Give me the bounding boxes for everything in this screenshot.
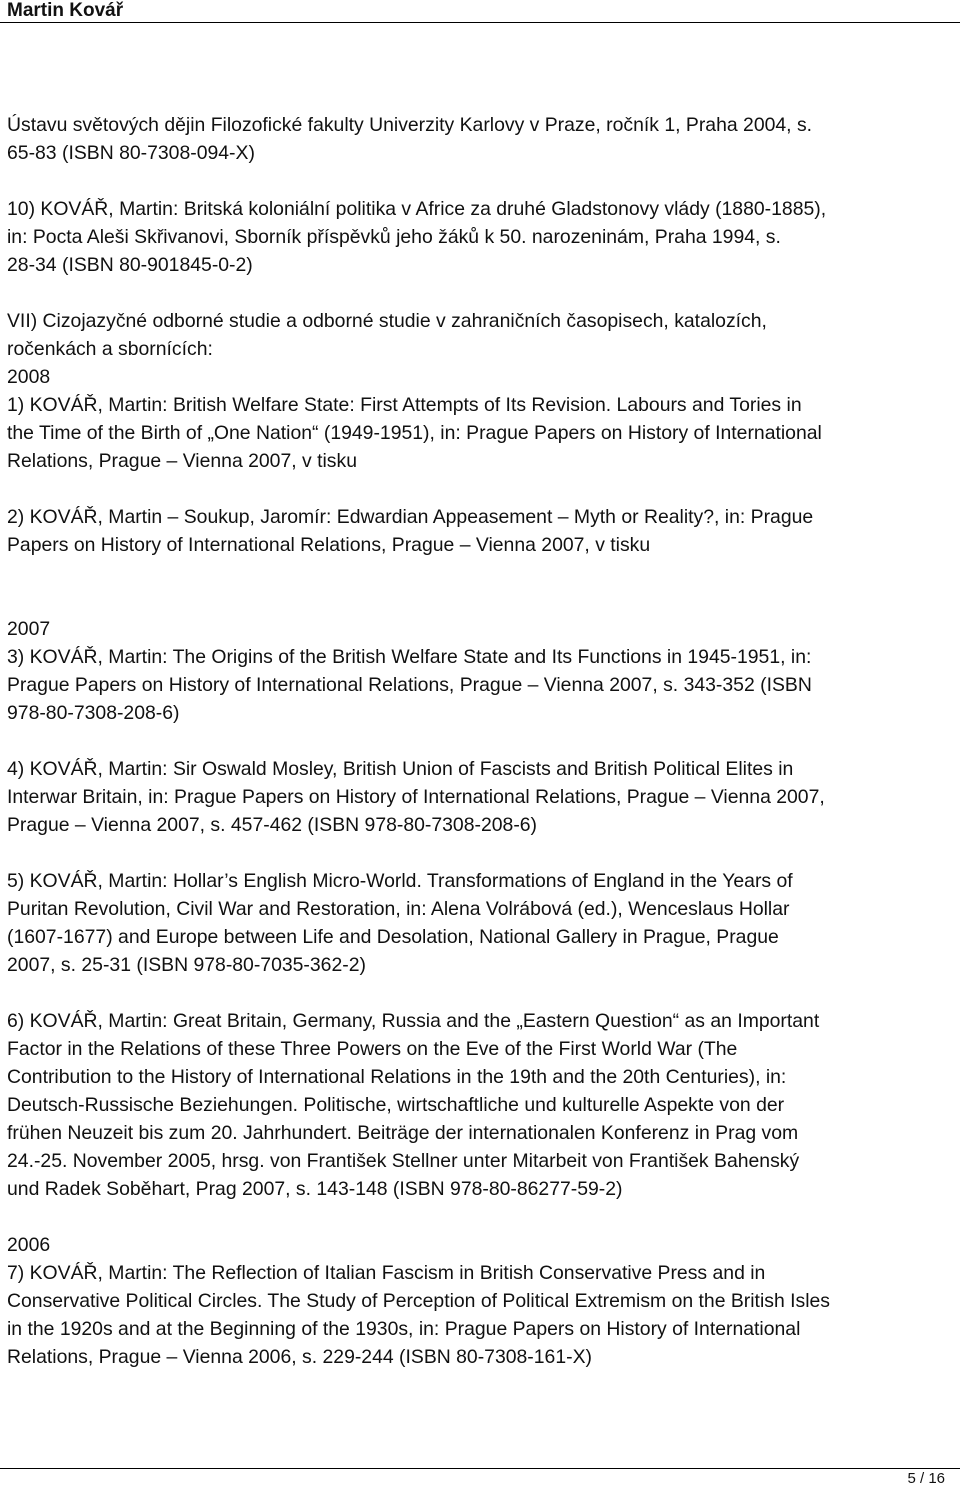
text-line: VII) Cizojazyčné odborné studie a odborné studie v zahraničních časopisech, katalozích, [7,310,767,332]
text-line: Conservative Political Circles. The Study of Perception of Political Extremism on the British Isles [7,1290,830,1312]
text-line: 2007, s. 25-31 (ISBN 978-80-7035-362-2) [7,954,366,976]
text-line: Factor in the Relations of these Three Powers on the Eve of the First World War (The [7,1038,738,1060]
blank-line [7,839,957,867]
document-body [7,111,957,1371]
text-line: Relations, Prague – Vienna 2006, s. 229-244 (ISBN 80-7308-161-X) [7,1346,592,1368]
text-line: 2008 [7,366,51,388]
text-line: Deutsch-Russische Beziehungen. Politische, wirtschaftliche und kulturelle Aspekte von der [7,1094,785,1116]
text-line: Relations, Prague – Vienna 2007, v tisku [7,450,357,472]
text-line: 6) KOVÁŘ, Martin: Great Britain, Germany, Russia and the „Eastern Question“ as an Important [7,1010,820,1032]
text-line: 65-83 (ISBN 80-7308-094-X) [7,142,255,164]
text-line: 10) KOVÁŘ, Martin: Britská koloniální politika v Africe za druhé Gladstonovy vlády (1880-1885), [7,198,827,220]
text-line: 2006 [7,1234,51,1256]
page-header [0,0,960,24]
blank-line [7,475,957,503]
text-line: Prague – Vienna 2007, s. 457-462 (ISBN 978-80-7308-208-6) [7,814,538,836]
text-line: 28-34 (ISBN 80-901845-0-2) [7,254,253,276]
text-line: frühen Neuzeit bis zum 20. Jahrhundert. Beiträge der internationalen Konferenz in Prag vom [7,1122,799,1144]
text-line: 5) KOVÁŘ, Martin: Hollar’s English Micro-World. Transformations of England in the Years of [7,870,793,892]
text-line: Papers on History of International Relations, Prague – Vienna 2007, v tisku [7,534,651,556]
page-number: 5 / 16 [907,1470,945,1487]
blank-line [7,587,957,615]
blank-line [7,1203,957,1231]
text-line: ročenkách a sbornících: [7,338,213,360]
header-divider [0,22,960,23]
text-line: 2007 [7,618,51,640]
text-line: in the 1920s and at the Beginning of the 1930s, in: Prague Papers on History of International [7,1318,801,1340]
blank-line [7,727,957,755]
document-author-title: Martin Kovář [7,0,124,21]
text-line: Puritan Revolution, Civil War and Restoration, in: Alena Volrábová (ed.), Wenceslaus Hollar [7,898,790,920]
blank-line [7,167,957,195]
text-line: 2) KOVÁŘ, Martin – Soukup, Jaromír: Edwardian Appeasement – Myth or Reality?, in: Prague [7,506,814,528]
text-line: 1) KOVÁŘ, Martin: British Welfare State: First Attempts of Its Revision. Labours and Tories in [7,394,802,416]
blank-line [7,279,957,307]
text-line: 7) KOVÁŘ, Martin: The Reflection of Italian Fascism in British Conservative Press and in [7,1262,766,1284]
blank-line [7,559,957,587]
text-line: the Time of the Birth of „One Nation“ (1949-1951), in: Prague Papers on History of International [7,422,822,444]
text-line: Interwar Britain, in: Prague Papers on History of International Relations, Prague – Vienna 2007, [7,786,825,808]
text-line: Contribution to the History of International Relations in the 19th and the 20th Centuries), in: [7,1066,787,1088]
blank-line [7,979,957,1007]
text-line: 978-80-7308-208-6) [7,702,180,724]
text-line: 24.-25. November 2005, hrsg. von František Stellner unter Mitarbeit von František Bahenský [7,1150,800,1172]
text-line: in: Pocta Aleši Skřivanovi, Sborník příspěvků jeho žáků k 50. narozeninám, Praha 1994, s. [7,226,781,248]
text-line: 4) KOVÁŘ, Martin: Sir Oswald Mosley, British Union of Fascists and British Political Elites in [7,758,794,780]
footer-divider [0,1468,960,1469]
text-line: Prague Papers on History of International Relations, Prague – Vienna 2007, s. 343-352 (ISBN [7,674,812,696]
text-line: (1607-1677) and Europe between Life and Desolation, National Gallery in Prague, Prague [7,926,779,948]
text-line: und Radek Soběhart, Prag 2007, s. 143-148 (ISBN 978-80-86277-59-2) [7,1178,623,1200]
text-line: 3) KOVÁŘ, Martin: The Origins of the British Welfare State and Its Functions in 1945-1951, in: [7,646,812,668]
text-line: Ústavu světových dějin Filozofické fakulty Univerzity Karlovy v Praze, ročník 1, Praha 2004, s. [7,114,813,136]
